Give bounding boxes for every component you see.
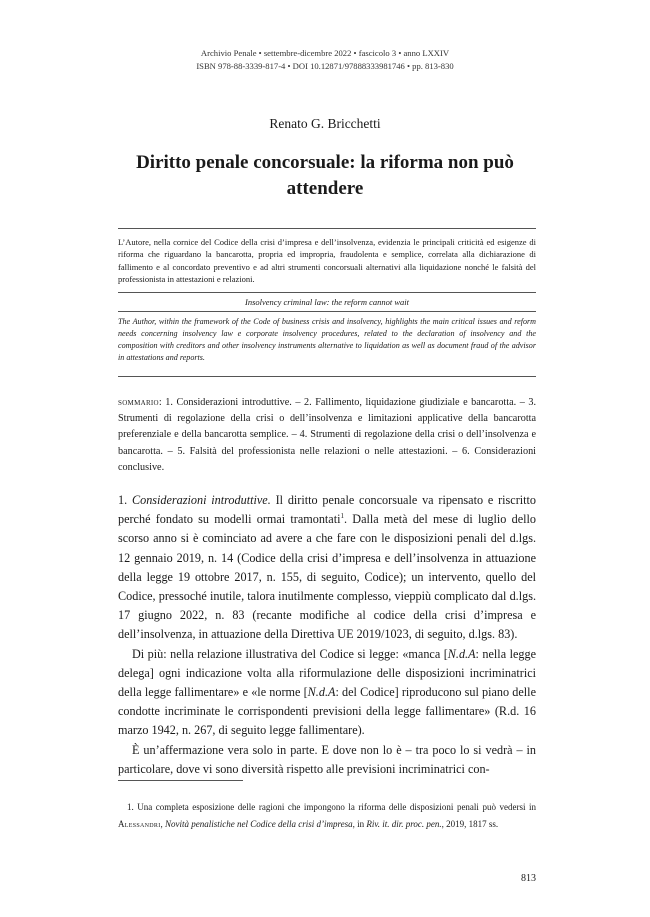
body-paragraph-1 (118, 491, 536, 645)
paragraph-text: Di più: nella relazione illustrativa del Codice si legge: «manca [ (132, 646, 448, 661)
table-of-contents (118, 395, 536, 476)
body-paragraph-2 (118, 645, 536, 741)
header-isbn-doi: ISBN 978-88-3339-817-4 • DOI 10.12871/97888333981746 • pp. 813-830 (196, 60, 454, 71)
header-journal-info: Archivio Penale • settembre-dicembre 2022 • fascicolo 3 • anno LXXIV (200, 48, 450, 58)
section-heading: Considerazioni introduttive. (131, 493, 271, 507)
article-body (118, 491, 536, 779)
abstract-divider (118, 292, 536, 293)
abstract-divider-2 (118, 311, 536, 312)
footnote-work-title: Novità penalistiche nel Codice della crisi d’impresa (165, 818, 353, 829)
footnote-journal: Riv. it. dir. proc. pen. (366, 818, 442, 829)
journal-header (0, 47, 650, 72)
summary-text: : 1. Considerazioni introduttive. – 2. Fallimento, liquidazione giudiziale e bancarotta. – 3. Strumenti di regolazione della crisi o dell’insolvenza e limitazioni applicative della bancarotta preferenziale e della bancarotta semplice. – 4. Strumenti di regolazione della crisi o dell’insolvenza e bancarotta. – 5. Falsità del professionista nelle relazioni o nelle attestazioni. – 6. Considerazioni conclusive. (118, 397, 536, 473)
footnote-text: , 2019, 1817 ss. (441, 818, 499, 829)
footnote-text: , (160, 818, 166, 829)
article-title: Diritto penale concorsuale: la riforma non può attendere (136, 152, 514, 199)
summary-label: sommario (118, 397, 159, 408)
section-number: 1. (118, 493, 132, 507)
footnote-ref[interactable]: 1 (340, 512, 344, 521)
author-name: Renato G. Bricchetti (269, 116, 381, 131)
abstract-english: The Author, within the framework of the Code of business crisis and insolvency, highlights the main critical issues and reform needs concerning insolvency law e corporate insolvency procedures, related to the declaration of insolvency and the composition with creditors and other insolvency instruments alternative to liquidation as well as document fraud of the advisor in attestations and reports. (118, 317, 536, 362)
abstract-english-title: Insolvency criminal law: the reform cannot wait (245, 297, 409, 307)
abstract-bottom-rule (118, 376, 536, 377)
abstract-italian: L’Autore, nella cornice del Codice della crisi d’impresa e dell’insolvenza, evidenzia le principali criticità ed esigenze di riforma che riguardano la bancarotta, propria ed impropria, fraudolenta e semplice, correlata alla dichiarazione di fallimento e al concordato preventivo e ad altri strumenti concorsuali alternativi alla liquidazione nonché le falsità del professionista in attestazioni e relazioni. (118, 237, 536, 284)
footnote-number: 1. (127, 802, 134, 812)
footnote-author: Alessandri (118, 818, 161, 829)
footnote-text: Una completa esposizione delle ragioni che impongono la riforma delle disposizioni penali può vedersi in (133, 802, 536, 812)
editor-note: N.d.A (447, 646, 476, 661)
paragraph-text: Il diritto penale concorsuale va ripensato e riscritto perché fondato su modelli ormai tramontati (118, 493, 537, 527)
footnote-text: , in (352, 818, 367, 829)
page-number: 813 (521, 873, 536, 884)
paragraph-text: . Dalla metà del mese di luglio dello scorso anno si è cominciato ad avere a che fare con le disposizioni penali del d.lgs. 12 gennaio 2019, n. 14 (Codice della crisi d’impresa e dell’insolvenza in attuazione della legge 19 ottobre 2017, n. 155, di seguito, Codice); un intervento, quello del Codice, pressoché inutile, talora inutilmente complesso, vieppiù complicato dal d.lgs. 17 giugno 2022, n. 83 (recante modifiche al codice della crisi d’impresa e dell’insolvenza, in attuazione della Direttiva UE 2019/1023, di seguito, d.lgs. 83). (118, 512, 536, 642)
footnote-rule (118, 780, 243, 781)
body-paragraph-3: È un’affermazione vera solo in parte. E dove non lo è – tra poco lo si vedrà – in particolare, dove vi sono diversità rispetto alle previsioni incriminatrici con- (118, 742, 536, 776)
footnote-1 (118, 799, 536, 832)
paragraph-text: : nella legge delega] ogni indicazione volta alla riformulazione delle disposizioni incriminatrici della legge fallimentare» e «le norme [ (118, 646, 536, 700)
abstract-top-rule (118, 228, 536, 229)
paragraph-text: : del Codice] riproducono sul piano delle condotte incriminate le corrispondenti previsioni della legge fallimentare» (R.d. 16 marzo 1942, n. 267, di seguito legge fallimentare). (118, 685, 536, 738)
editor-note: N.d.A (307, 685, 336, 700)
